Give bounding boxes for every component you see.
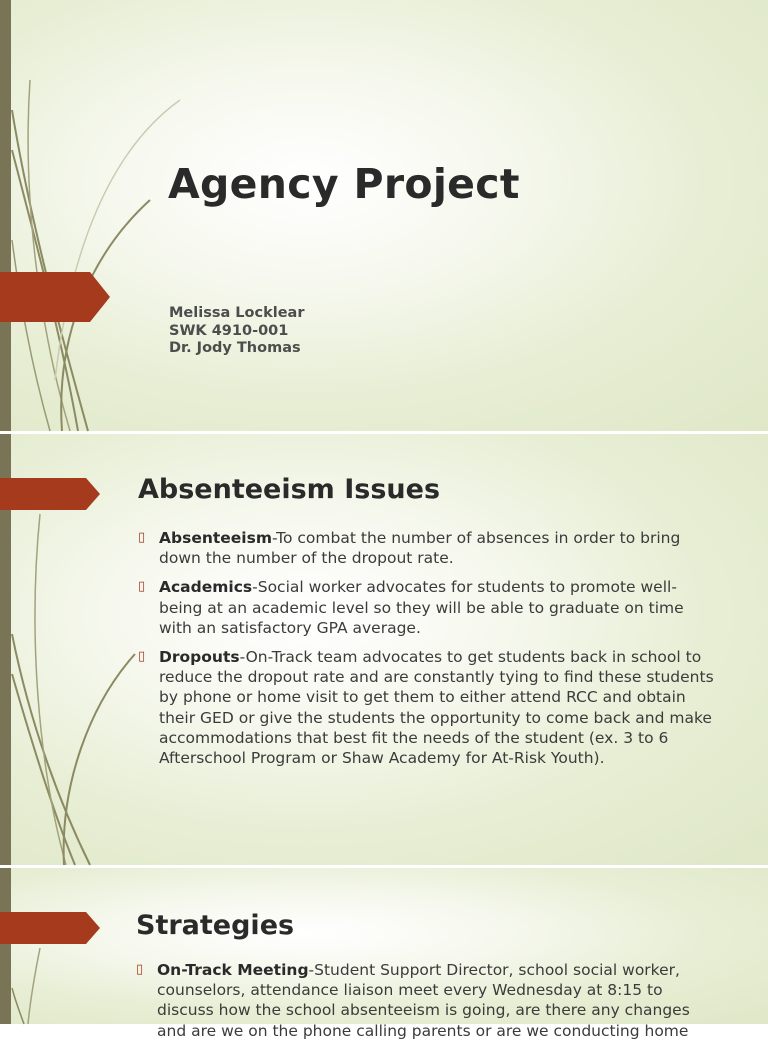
- bullet-icon: ▯: [138, 649, 146, 665]
- bullet-text: -To combat the number of absences in order to bring down the number of the dropout rate.: [159, 529, 681, 568]
- list-item: [138, 647, 718, 768]
- list-item: [136, 960, 722, 1041]
- list-item: [138, 528, 718, 568]
- vine-decoration: [0, 0, 200, 431]
- slide-heading: Absenteeism Issues: [138, 474, 441, 505]
- bullet-text: -On-Track team advocates to get students back in school to reduce the dropout rate and are constantly tying to find these students by phone or home visit to get them to either attend RCC and obtain their GED or give the students the opportunity to come back and make accommodations that best fit the needs of the student (ex. 3 to 6 Afterschool Program or Shaw Academy for At-Risk Youth).: [159, 648, 714, 768]
- bullet-term: Absenteeism: [159, 529, 272, 547]
- bullet-term: Dropouts: [159, 648, 240, 667]
- bullet-text: -Student Support Director, school social worker, counselors, attendance liaison meet every Wednesday at 8:15 to discuss how the school absenteeism is going, are there any changes and are we on the phone calling parents or are we conducting home: [157, 961, 690, 1040]
- slide-title: Agency Project: [168, 160, 520, 208]
- list-item: [138, 577, 718, 638]
- bullet-list: [136, 960, 722, 1050]
- heading-tab-arrow: [0, 912, 100, 944]
- bullet-term: On-Track Meeting: [157, 961, 309, 979]
- course-code: SWK 4910-001: [169, 322, 289, 339]
- instructor-name: Dr. Jody Thomas: [169, 340, 301, 356]
- bullet-term: Academics: [159, 578, 253, 597]
- title-slide: [0, 0, 768, 431]
- bullet-icon: ▯: [136, 962, 144, 977]
- slide-subtitle: [169, 305, 304, 358]
- heading-tab-arrow: [0, 478, 100, 510]
- bullet-icon: ▯: [138, 579, 146, 595]
- strategies-slide: [0, 868, 768, 1040]
- bullet-icon: ▯: [138, 530, 146, 545]
- slide-heading: Strategies: [136, 910, 295, 941]
- absenteeism-slide: [0, 434, 768, 865]
- author-name: Melissa Locklear: [169, 305, 305, 321]
- bullet-text: -Social worker advocates for students to promote well-being at an academic level so they will be able to graduate on time with an satisfactory GPA average.: [159, 578, 684, 637]
- bullet-list: [138, 528, 718, 777]
- title-tab-arrow: [0, 272, 110, 322]
